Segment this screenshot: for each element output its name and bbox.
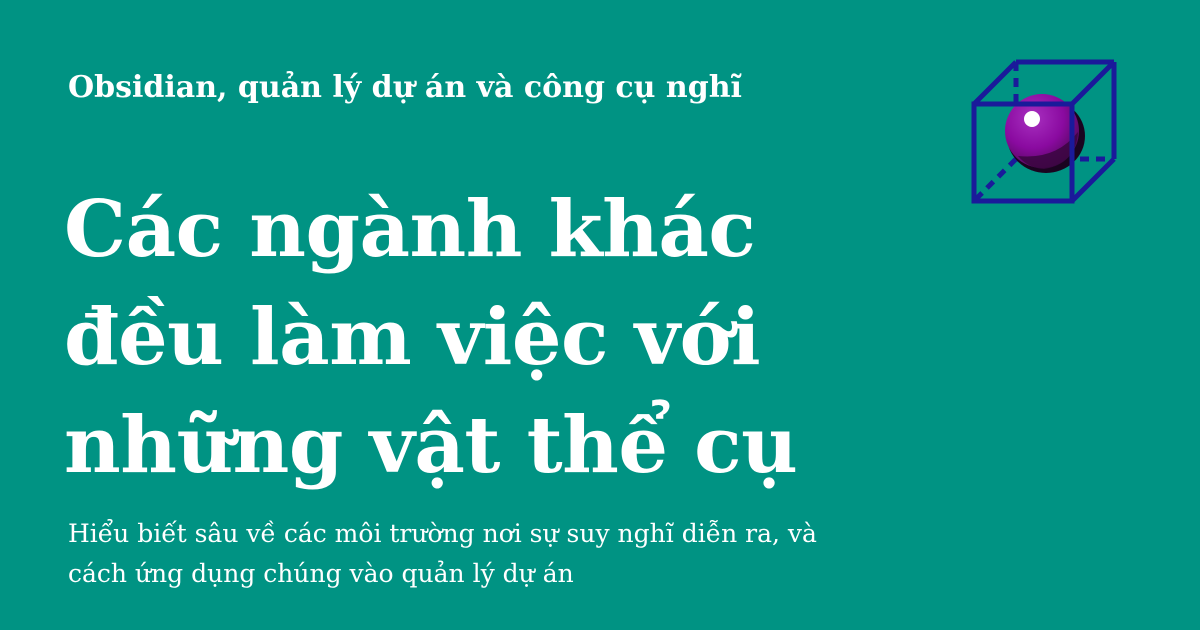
headline-line-2: đều làm việc với [64, 292, 761, 383]
subtitle [68, 514, 928, 594]
subtitle-line-2: cách ứng dụng chúng vào quản lý dự án [68, 559, 574, 588]
sphere-highlight [1024, 111, 1040, 127]
headline-line-1: Các ngành khác [64, 184, 756, 275]
series-title: Obsidian, quản lý dự án và công cụ nghĩ [68, 70, 742, 105]
headline [64, 176, 924, 500]
headline-line-3: những vật thể cụ [64, 400, 798, 491]
subtitle-line-1: Hiểu biết sâu về các môi trường nơi sự suy nghĩ diễn ra, và [68, 519, 817, 548]
cube-with-sphere-icon [966, 56, 1124, 210]
